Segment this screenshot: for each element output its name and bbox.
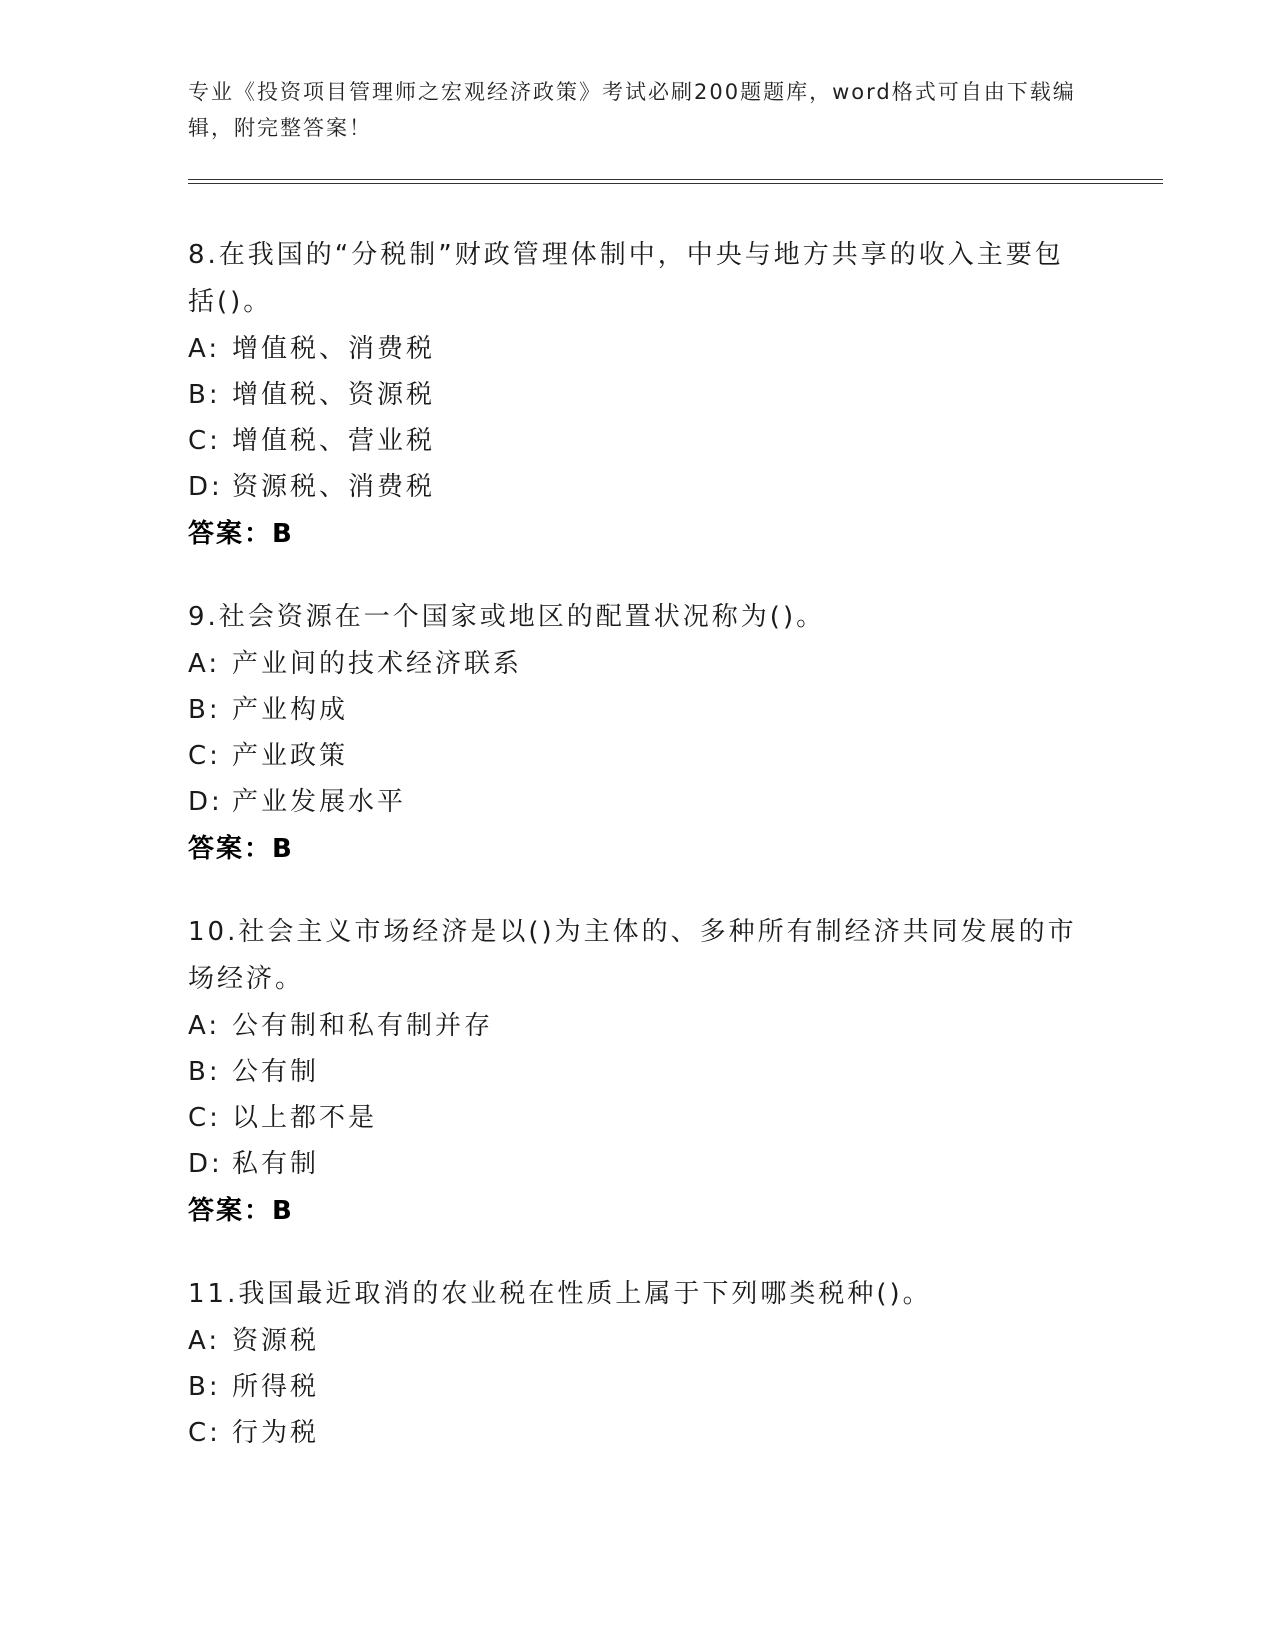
question-10 (188, 909, 1088, 1235)
question-stem: 8.在我国的“分税制”财政管理体制中，中央与地方共享的收入主要包括()。 (188, 240, 1064, 317)
option-letter: C: (188, 1418, 221, 1448)
option-text: 以上都不是 (232, 1103, 378, 1133)
option-text: 增值税、营业税 (232, 426, 436, 456)
option-text: 产业政策 (232, 741, 349, 771)
question-stem: 9.社会资源在一个国家或地区的配置状况称为()。 (188, 602, 826, 632)
option-text: 私有制 (232, 1149, 320, 1179)
option-b (188, 372, 1088, 418)
option-a (188, 326, 1088, 372)
option-letter: C: (188, 426, 221, 456)
option-b (188, 1364, 1088, 1410)
option-text: 产业构成 (232, 695, 349, 725)
option-text: 资源税、消费税 (232, 472, 436, 502)
option-text: 产业发展水平 (232, 787, 407, 817)
answer-line: 答案：B (188, 1196, 294, 1226)
option-letter: D: (188, 472, 223, 502)
option-c (188, 1410, 1088, 1456)
option-c (188, 1095, 1088, 1141)
option-letter: A: (188, 1326, 221, 1356)
option-letter: A: (188, 1011, 221, 1041)
answer-line: 答案：B (188, 834, 294, 864)
option-a (188, 641, 1088, 687)
option-letter: C: (188, 1103, 221, 1133)
question-stem: 11.我国最近取消的农业税在性质上属于下列哪类税种()。 (188, 1279, 932, 1309)
option-letter: B: (188, 1372, 221, 1402)
option-letter: C: (188, 741, 221, 771)
question-8 (188, 232, 1088, 558)
question-stem: 10.社会主义市场经济是以()为主体的、多种所有制经济共同发展的市场经济。 (188, 917, 1077, 994)
option-letter: A: (188, 649, 221, 679)
option-text: 行为税 (232, 1418, 320, 1448)
option-text: 增值税、消费税 (232, 334, 436, 364)
option-text: 产业间的技术经济联系 (232, 649, 523, 679)
document-header: 专业《投资项目管理师之宏观经济政策》考试必刷200题题库，word格式可自由下载编辑，附完整答案！ (188, 80, 1076, 140)
option-letter: B: (188, 1057, 221, 1087)
option-c (188, 733, 1088, 779)
option-text: 公有制 (232, 1057, 320, 1087)
option-a (188, 1318, 1088, 1364)
answer-line: 答案：B (188, 519, 294, 549)
option-d (188, 779, 1088, 825)
option-letter: D: (188, 787, 223, 817)
option-c (188, 418, 1088, 464)
option-letter: A: (188, 334, 221, 364)
option-letter: D: (188, 1149, 223, 1179)
option-text: 公有制和私有制并存 (232, 1011, 494, 1041)
option-b (188, 687, 1088, 733)
option-b (188, 1049, 1088, 1095)
option-text: 增值税、资源税 (232, 380, 436, 410)
option-text: 所得税 (232, 1372, 320, 1402)
option-a (188, 1003, 1088, 1049)
question-list (188, 232, 1088, 1492)
question-9 (188, 594, 1088, 873)
option-text: 资源税 (232, 1326, 320, 1356)
option-letter: B: (188, 380, 221, 410)
option-letter: B: (188, 695, 221, 725)
option-d (188, 464, 1088, 510)
question-11 (188, 1271, 1088, 1456)
header-divider (188, 179, 1163, 184)
option-d (188, 1141, 1088, 1187)
